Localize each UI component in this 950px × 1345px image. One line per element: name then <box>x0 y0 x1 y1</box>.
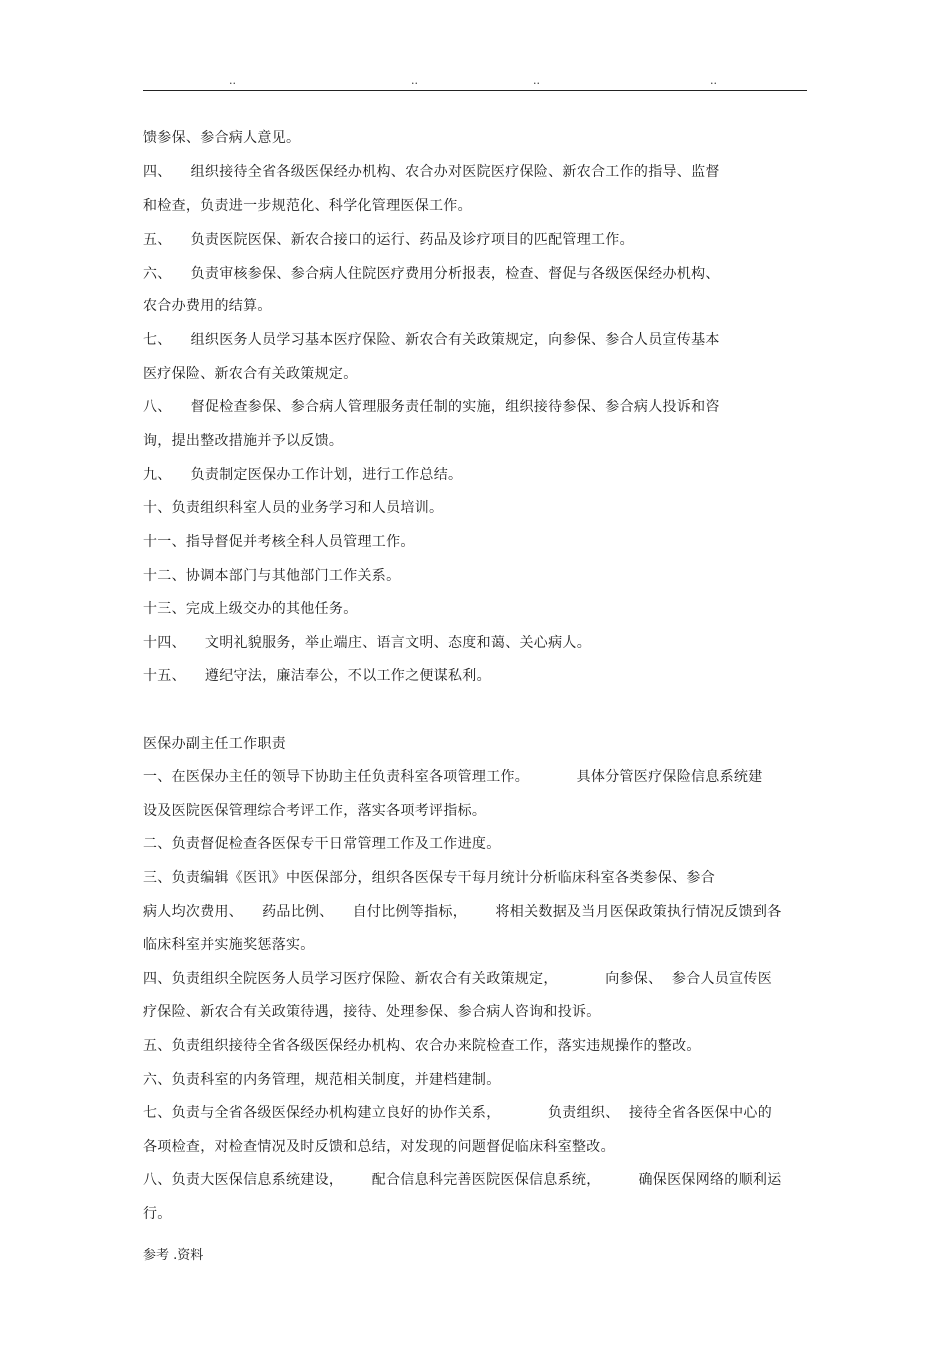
text-line: 七、 组织医务人员学习基本医疗保险、新农合有关政策规定，向参保、参合人员宣传基本 <box>143 332 720 348</box>
text-line: 一、在医保办主任的领导下协助主任负责科室各项管理工作。 具体分管医疗保险信息系统建 <box>143 769 763 785</box>
text-line: 三、负责编辑《医讯》中医保部分，组织各医保专干每月统计分析临床科室各类参保、参合 <box>143 870 715 886</box>
text-line: 七、负责与全省各级医保经办机构建立良好的协作关系， 负责组织、 接待全省各医保中心的 <box>143 1105 772 1121</box>
text-line: 行。 <box>143 1206 172 1222</box>
text-line: 五、负责组织接待全省各级医保经办机构、农合办来院检查工作，落实违规操作的整改。 <box>143 1038 701 1054</box>
text-line: 六、负责科室的内务管理，规范相关制度，并建档建制。 <box>143 1072 501 1088</box>
text-line: 四、负责组织全院医务人员学习医疗保险、新农合有关政策规定， 向参保、 参合人员宣传医 <box>143 971 772 987</box>
text-line: 十二、协调本部门与其他部门工作关系。 <box>143 568 401 584</box>
text-line: 十五、 遵纪守法，廉洁奉公，不以工作之便谋私利。 <box>143 668 491 684</box>
header-dot-2: .. <box>411 74 418 87</box>
text-line: 九、 负责制定医保办工作计划，进行工作总结。 <box>143 467 463 483</box>
text-line: 十、负责组织科室人员的业务学习和人员培训。 <box>143 500 444 516</box>
text-line: 五、 负责医院医保、新农合接口的运行、药品及诊疗项目的匹配管理工作。 <box>143 232 634 248</box>
text-line: 各项检查，对检查情况及时反馈和总结，对发现的问题督促临床科室整改。 <box>143 1139 615 1155</box>
text-line: 临床科室并实施奖惩落实。 <box>143 937 315 953</box>
header-dot-1: .. <box>229 74 236 87</box>
text-line: 六、 负责审核参保、参合病人住院医疗费用分析报表，检查、督促与各级医保经办机构、 <box>143 266 720 282</box>
header-dot-3: .. <box>533 74 540 87</box>
section-title: 医保办副主任工作职责 <box>143 736 286 752</box>
text-line: 四、 组织接待全省各级医保经办机构、农合办对医院医疗保险、新农合工作的指导、监督 <box>143 164 720 180</box>
text-line: 医疗保险、新农合有关政策规定。 <box>143 366 358 382</box>
text-line: 十三、完成上级交办的其他任务。 <box>143 601 358 617</box>
page-footer: 参考 .资料 <box>143 1248 204 1263</box>
text-line: 农合办费用的结算。 <box>143 298 272 314</box>
text-line: 病人均次费用、 药品比例、 自付比例等指标， 将相关数据及当月医保政策执行情况反馈到各 <box>143 904 782 920</box>
page-header <box>0 74 950 88</box>
text-line: 八、负责大医保信息系统建设， 配合信息科完善医院医保信息系统， 确保医保网络的顺利运 <box>143 1172 782 1188</box>
header-rule <box>143 90 807 91</box>
text-line: 馈参保、参合病人意见。 <box>143 130 301 146</box>
text-line: 二、负责督促检查各医保专干日常管理工作及工作进度。 <box>143 836 501 852</box>
header-dot-4: .. <box>710 74 717 87</box>
text-line: 八、 督促检查参保、参合病人管理服务责任制的实施，组织接待参保、参合病人投诉和咨 <box>143 399 720 415</box>
text-line: 和检查，负责进一步规范化、科学化管理医保工作。 <box>143 198 472 214</box>
text-line: 询，提出整改措施并予以反馈。 <box>143 433 344 449</box>
text-line: 设及医院医保管理综合考评工作，落实各项考评指标。 <box>143 803 487 819</box>
text-line: 十一、指导督促并考核全科人员管理工作。 <box>143 534 415 550</box>
text-line: 十四、 文明礼貌服务，举止端庄、语言文明、态度和蔼、关心病人。 <box>143 635 591 651</box>
text-line: 疗保险、新农合有关政策待遇，接待、处理参保、参合病人咨询和投诉。 <box>143 1004 601 1020</box>
